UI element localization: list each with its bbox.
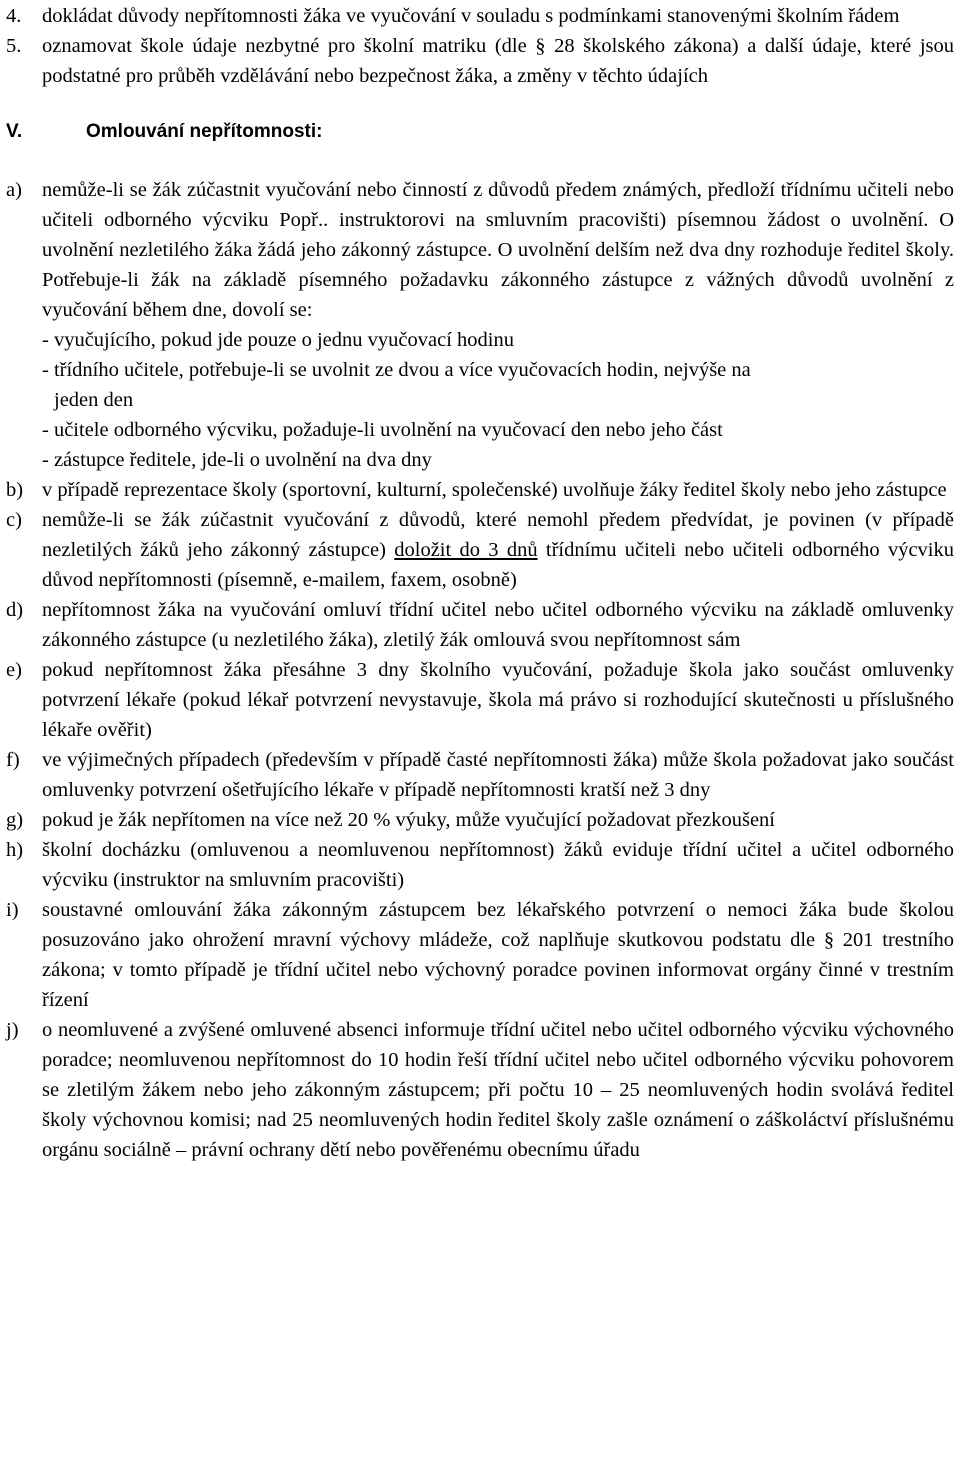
sub-item: - zástupce ředitele, jde-li o uvolnění na dva dny: [42, 449, 432, 471]
item-text: nepřítomnost žáka na vyučování omluví třídní učitel nebo učitel odborného výcviku na základě omluvenky zákonného zástupce (u nezletilého žáka), zletilý žák omlouvá svou nepřítomnost sám: [42, 599, 954, 651]
item-text: [42, 505, 954, 595]
item-text: pokud nepřítomnost žáka přesáhne 3 dny školního vyučování, požaduje škola jako součást omluvenky potvrzení lékaře (pokud lékař potvrzení nevystavuje, škola má právo si rozhodující skutečnosti u příslušného lékaře ověřit): [42, 659, 954, 741]
item-label: d): [6, 599, 24, 621]
list-item-i: [6, 895, 954, 1015]
intro-list: [6, 1, 954, 91]
list-item-d: [6, 595, 954, 655]
text-before: nemůže-li se žák zúčastnit vyučování z důvodů, které nemohl předem předvídat, je povinen (v případě nezletilých žáků jeho zákonný zástupce): [42, 509, 954, 561]
item-label: f): [6, 749, 20, 771]
list-item-g: [6, 805, 954, 835]
item-label: c): [6, 509, 22, 531]
item-number: 4.: [6, 5, 22, 27]
list-item: [6, 1, 954, 31]
item-text: v případě reprezentace školy (sportovní, kulturní, společenské) uvolňuje žáky ředitel školy nebo jeho zástupce: [42, 479, 947, 501]
item-text: dokládat důvody nepřítomnosti žáka ve vyučování v souladu s podmínkami stanovenými školním řádem: [42, 5, 900, 27]
list-item-a: [6, 175, 954, 475]
sub-item: - třídního učitele, potřebuje-li se uvolnit ze dvou a více vyučovacích hodin, nejvýše na: [42, 359, 751, 381]
list-item: [6, 31, 954, 91]
item-text: soustavné omlouvání žáka zákonným zástupcem bez lékařského potvrzení o nemoci žáka bude školou posuzováno jako ohrožení mravní výchovy mládeže, což naplňuje skutkovou podstatu dle § 201 trestního zákona; v tomto případě je třídní učitel nebo výchovný poradce povinen informovat orgány činné v trestním řízení: [42, 899, 954, 1011]
item-text: o neomluvené a zvýšené omluvené absenci informuje třídní učitel nebo učitel odborného výcviku výchovného poradce; neomluvenou nepřítomnost do 10 hodin řeší třídní učitel nebo učitel odborného výcviku pohovorem se zletilým žákem nebo jeho zákonným zástupcem; při počtu 10 – 25 neomluvených hodin svolává ředitel školy výchovnou komisi; nad 25 neomluvených hodin ředitel školy zašle oznámení o záškoláctví příslušnému orgánu sociálně – právní ochrany dětí nebo pověřenému obecnímu úřadu: [42, 1019, 954, 1161]
item-label: j): [6, 1019, 19, 1041]
item-text: nemůže-li se žák zúčastnit vyučování nebo činností z důvodů předem známých, předloží třídnímu učiteli nebo učiteli odborného výcviku Popř.. instruktorovi na smluvním pracovišti) písemnou žádost o uvolnění. O uvolnění nezletilého žáka žádá jeho zákonný zástupce. O uvolnění delším než dva dny rozhoduje ředitel školy. Potřebuje-li žák na základě písemného požadavku zákonného zástupce z vážných důvodů uvolnění z vyučování během dne, dovolí se:: [42, 179, 954, 321]
item-label: h): [6, 839, 24, 861]
item-text: školní docházku (omluvenou a neomluvenou nepřítomnost) žáků eviduje třídní učitel a učitel odborného výcviku (instruktor na smluvním pracovišti): [42, 839, 954, 891]
section-heading: [6, 117, 954, 147]
list-item-h: [6, 835, 954, 895]
item-label: a): [6, 179, 22, 201]
list-item-c: [6, 505, 954, 595]
item-label: g): [6, 809, 24, 831]
sub-item-continuation: jeden den: [54, 389, 134, 411]
item-text: oznamovat škole údaje nezbytné pro školní matriku (dle § 28 školského zákona) a další údaje, které jsou podstatné pro průběh vzdělávání nebo bezpečnost žáka, a změny v těchto údajích: [42, 35, 954, 87]
item-label: b): [6, 479, 24, 501]
list-item-e: [6, 655, 954, 745]
item-number: 5.: [6, 35, 22, 57]
item-label: i): [6, 899, 19, 921]
text-after: třídnímu učiteli nebo učiteli odborného výcviku důvod nepřítomnosti (písemně, e-mailem, faxem, osobně): [42, 539, 954, 591]
sub-item: - učitele odborného výcviku, požaduje-li uvolnění na vyučovací den nebo jeho část: [42, 419, 723, 441]
item-label: e): [6, 659, 22, 681]
item-text: ve výjimečných případech (především v případě časté nepřítomnosti žáka) může škola požadovat jako součást omluvenky potvrzení ošetřujícího lékaře v případě nepřítomnosti kratší než 3 dny: [42, 749, 954, 801]
list-item-j: [6, 1015, 954, 1165]
item-text: pokud je žák nepřítomen na více než 20 % výuky, může vyučující požadovat přezkoušení: [42, 809, 776, 831]
section-number: V.: [6, 121, 23, 142]
excuse-rules-list: [6, 175, 954, 1165]
sub-item: - vyučujícího, pokud jde pouze o jednu vyučovací hodinu: [42, 329, 514, 351]
list-item-b: [6, 475, 954, 505]
list-item-f: [6, 745, 954, 805]
section-title: Omlouvání nepřítomnosti:: [86, 121, 323, 142]
underlined-deadline: doložit do 3 dnů: [394, 539, 538, 561]
